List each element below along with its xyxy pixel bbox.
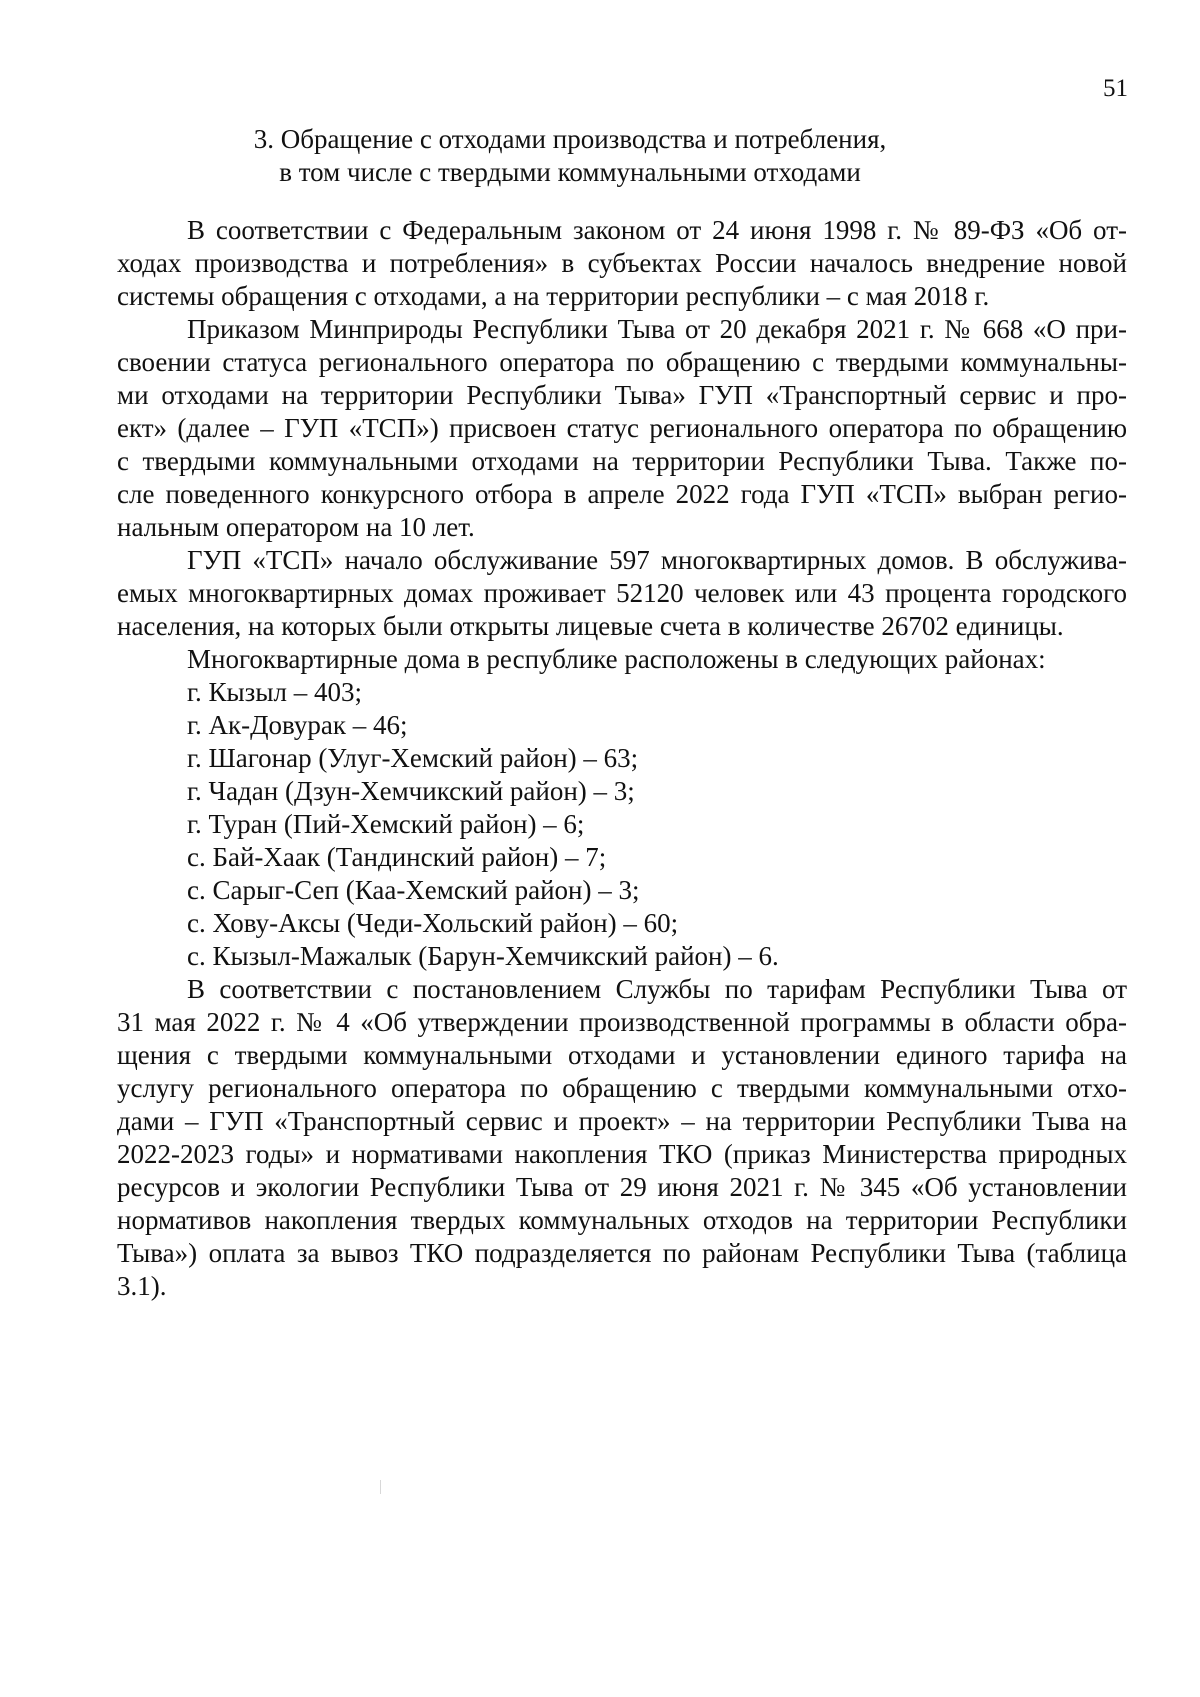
paragraph-regional-operator [117, 313, 1127, 544]
text-line: ходах производства и потребления» в субъектах России началось внедрение новой [117, 248, 1127, 278]
text-line: 3.1). [117, 1271, 167, 1301]
list-item: с. Бай-Хаак (Тандинский район) – 7; [187, 842, 607, 872]
text-line: щения с твердыми коммунальными отходами и установлении единого тарифа на [117, 1040, 1127, 1070]
text-line: ект» (далее – ГУП «ТСП») присвоен статус регионального оператора по обращению [117, 413, 1127, 443]
text-line: Тыва») оплата за вывоз ТКО подразделяется по районам Республики Тыва (таблица [117, 1238, 1127, 1268]
text-line: дами – ГУП «Транспортный сервис и проект» – на территории Республики Тыва на [117, 1106, 1127, 1136]
list-item: г. Ак-Довурак – 46; [187, 710, 408, 740]
paragraph-federal-law [117, 214, 1127, 313]
text-line: 31 мая 2022 г. № 4 «Об утверждении производственной программы в области обра- [117, 1007, 1127, 1037]
paragraph-districts-intro [117, 643, 1127, 676]
text-line: ГУП «ТСП» начало обслуживание 597 многоквартирных домов. В обслужива- [187, 545, 1127, 575]
paragraph-service-stats [117, 544, 1127, 643]
list-item: с. Кызыл-Мажалык (Барун-Хемчикский район) – 6. [187, 941, 779, 971]
list-item: с. Хову-Аксы (Чеди-Хольский район) – 60; [187, 908, 679, 938]
text-line: нормативов накопления твердых коммунальных отходов на территории Республики [117, 1205, 1127, 1235]
text-line: с твердыми коммунальными отходами на территории Республики Тыва. Также по- [117, 446, 1127, 476]
text-line: ресурсов и экологии Республики Тыва от 29 июня 2021 г. № 345 «Об установлении [117, 1172, 1127, 1202]
text-line: В соответствии с постановлением Службы по тарифам Республики Тыва от [187, 974, 1127, 1004]
text-line: системы обращения с отходами, а на территории республики – с мая 2018 г. [117, 281, 990, 311]
text-line: Приказом Минприроды Республики Тыва от 20 декабря 2021 г. № 668 «О при- [187, 314, 1127, 344]
list-item: с. Сарыг-Сеп (Каа-Хемский район) – 3; [187, 875, 640, 905]
text-line: В соответствии с Федеральным законом от 24 июня 1998 г. № 89-ФЗ «Об от- [187, 215, 1127, 245]
text-line: ми отходами на территории Республики Тыва» ГУП «Транспортный сервис и про- [117, 380, 1127, 410]
heading-line-1: 3. Обращение с отходами производства и потребления, [253, 124, 887, 154]
text-line: сле поведенного конкурсного отбора в апреле 2022 года ГУП «ТСП» выбран регио- [117, 479, 1127, 509]
heading-line-2: в том числе с твердыми коммунальными отходами [279, 157, 861, 187]
list-item: г. Кызыл – 403; [187, 677, 362, 707]
text-line: своении статуса регионального оператора по обращению с твердыми коммунальны- [117, 347, 1127, 377]
text-line: емых многоквартирных домах проживает 52120 человек или 43 процента городского [117, 578, 1127, 608]
list-item: г. Шагонар (Улуг-Хемский район) – 63; [187, 743, 639, 773]
text-line: услугу регионального оператора по обращению с твердыми коммунальными отхо- [117, 1073, 1127, 1103]
paragraph-tariff [117, 973, 1127, 1303]
section-heading [150, 123, 990, 189]
scan-artifact [380, 1480, 381, 1494]
body-text [117, 214, 1127, 1303]
list-item: г. Туран (Пий-Хемский район) – 6; [187, 809, 585, 839]
text-line: населения, на которых были открыты лицевые счета в количестве 26702 единицы. [117, 611, 1064, 641]
text-line: Многоквартирные дома в республике расположены в следующих районах: [187, 644, 1046, 674]
list-item: г. Чадан (Дзун-Хемчикский район) – 3; [187, 776, 635, 806]
text-line: нальным оператором на 10 лет. [117, 512, 475, 542]
text-line: 2022-2023 годы» и нормативами накопления ТКО (приказ Министерства природных [117, 1139, 1127, 1169]
page-number: 51 [1103, 75, 1128, 102]
district-list [117, 676, 1127, 973]
